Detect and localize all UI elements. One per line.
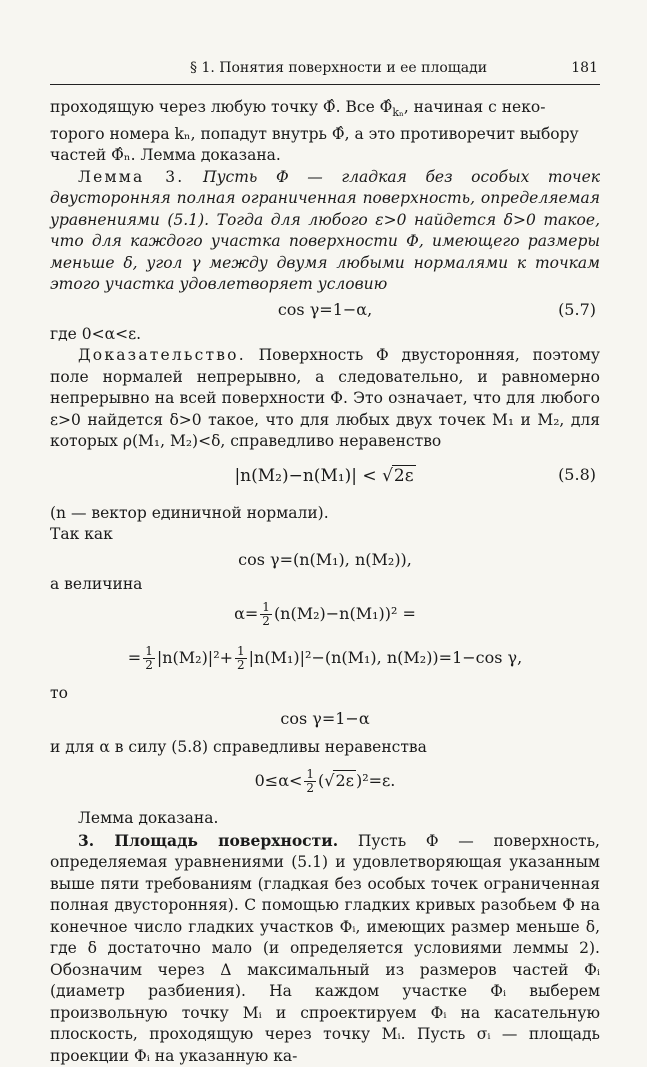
equation-number: (5.8) (558, 464, 596, 484)
body-text (50, 97, 600, 296)
lemma-done: Лемма доказана. (78, 809, 219, 828)
section-3-body: Пусть Φ — поверхность, определяемая уравнениями (5.1) и удовлетворяющая указанным выше пяти требованиям (гладкая без особых точек ограниченная полная двусторонняя). С помощью гладких кривых разобьем Φ на конечное число гладких участков Φᵢ, имеющих размер меньше δ, где δ достаточно мало (и определяется условиями леммы 2). Обозначим через Δ максимальный из размеров частей Φᵢ (диаметр разбиения). На каждом участке Φᵢ выберем произвольную точку Mᵢ и спроектируем Φᵢ на касательную плоскость, проходящую через точку Mᵢ. Пусть σᵢ — площадь проекции Φᵢ на указанную ка- (50, 831, 600, 1065)
equation-inequality: 0≤α< $\frac{1}{2}$ (√2ε )²=ε. (254, 767, 396, 796)
proof-title: Доказательство. (78, 346, 246, 365)
proof-body: Поверхность Φ двусторонняя, поэтому поле нормалей непрерывно, а следовательно, и равномерно непрерывно на всей поверхности Φ. Это означает, что для любого ε>0 найдется δ>0 такое, что для любых двух точек M₁ и M₂, для которых ρ(M₁, M₂)<δ, справедливо неравенство (50, 346, 600, 451)
proof-text: где 0<α<ε. Доказательство. Поверхность Φ двусторонняя, поэтому поле нормалей непрерывно, а следовательно, и равномерно непрерывно на всей поверхности Φ. Это означает, что для любого ε>0 найдется δ>0 такое, что для любых двух точек M₁ и M₂, для которых ρ(M₁, M₂)<δ, справедливо неравенство (50, 324, 600, 451)
lemma-3 (50, 167, 600, 296)
running-header (50, 60, 600, 85)
equation-expansion: = $\frac{1}{2}$ |n(M₂)|²+ $\frac{1}{2}$ |n(M₁)|²−(n(M₁), n(M₂))=1−cos γ, (127, 644, 523, 673)
lemma-statement: Пусть Φ — гладкая без особых точек двусторонняя полная ограниченная поверхность, определяемая уравнениями (5.1). Тогда для любого ε>0 найдется δ>0 такое, что для каждого участка поверхности Φ, имеющего размеры меньше δ, угол γ между двумя любыми нормалями к точкам этого участка удовлетворяет условию (50, 167, 600, 294)
section-3-title: 3. Площадь поверхности. (78, 830, 339, 850)
lemma-title: Лемма 3. (78, 167, 185, 186)
paragraph-continuation: проходящую через любую точку Φ̂. Все $\Phî_{k_n}$, начиная с неко- торого номера kₙ, попадут внутрь Φ̂, а это противоречит выбору частей Φ̂ₙ. Лемма доказана. (50, 98, 579, 165)
equation-cos-alpha: cos γ=1−α (280, 708, 370, 728)
equation-cos-gamma: cos γ=(n(M₁), n(M₂)), (238, 549, 412, 569)
equation-5-8: |n(M₂)−n(M₁)| < √2ε (5.8) (234, 464, 596, 486)
equation-alpha: α= $\frac{1}{2}$ (n(M₂)−n(M₁))² = (234, 600, 416, 629)
normal-note: (n — вектор единичной нормали). Так как (50, 503, 329, 544)
section-title: § 1. Понятия поверхности и ее площади (190, 60, 488, 76)
alpha-intro: а величина (50, 574, 143, 593)
section-3 (50, 808, 600, 1067)
equation-number: (5.7) (558, 299, 596, 319)
then-word: то (50, 684, 68, 703)
book-page (50, 60, 600, 1067)
inequality-intro: и для α в силу (5.8) справедливы неравенства (50, 737, 427, 756)
page-number: 181 (571, 60, 598, 76)
equation-5-7: cos γ=1−α, (5.7) (277, 299, 596, 319)
